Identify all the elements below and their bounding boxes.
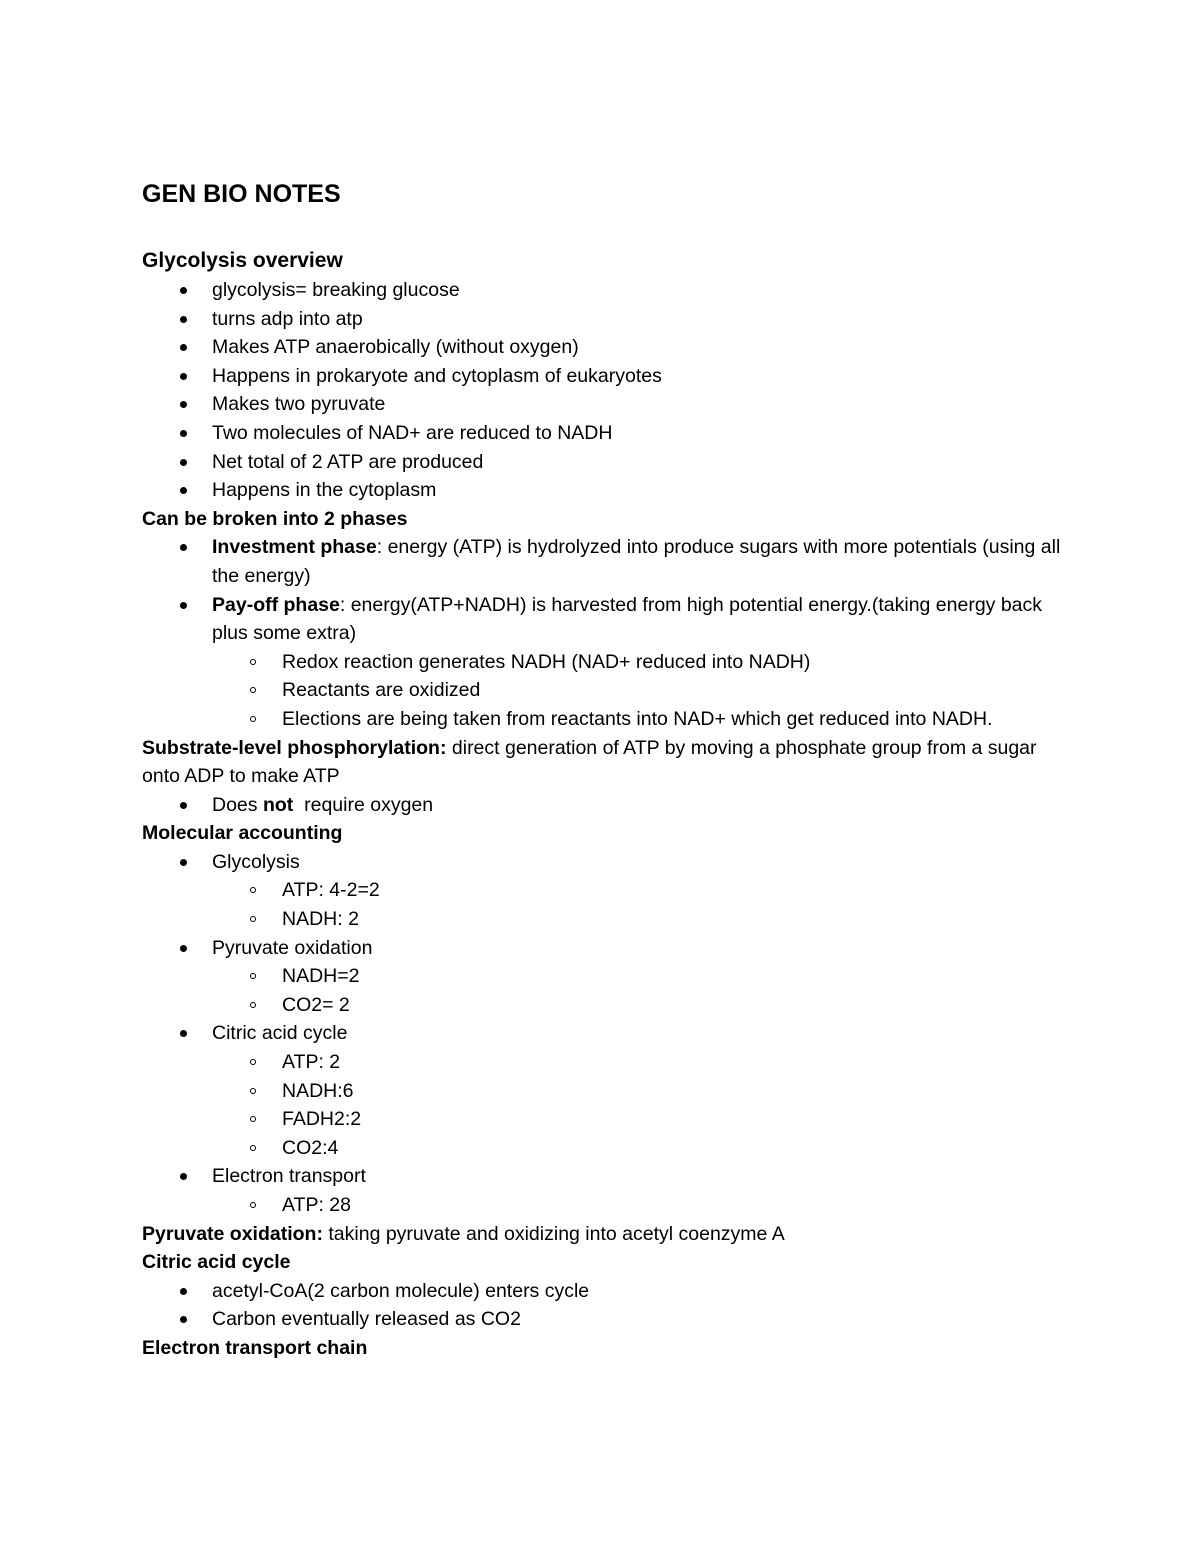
list-item: Carbon eventually released as CO2 — [142, 1305, 1072, 1334]
bullet-icon — [180, 1288, 187, 1295]
accounting-sub-list — [142, 962, 1072, 1019]
payoff-sub-list — [142, 648, 1072, 734]
hollow-bullet-icon — [250, 1202, 256, 1208]
glycolysis-list — [142, 276, 1072, 505]
citric-acid-list — [142, 1277, 1072, 1334]
bullet-icon — [180, 487, 187, 494]
bullet-icon — [180, 287, 187, 294]
section-heading-citric-acid-cycle: Citric acid cycle — [142, 1251, 291, 1274]
section-heading-electron-transport-chain: Electron transport chain — [142, 1336, 368, 1359]
list-item: Glycolysis — [142, 848, 1072, 877]
hollow-bullet-icon — [250, 1145, 256, 1151]
hollow-bullet-icon — [250, 1088, 256, 1094]
sub-list-item: ATP: 28 — [142, 1191, 1072, 1220]
bullet-icon — [180, 373, 187, 380]
list-item: Citric acid cycle — [142, 1019, 1072, 1048]
sub-list-item: NADH=2 — [142, 962, 1072, 991]
sub-list-item: NADH:6 — [142, 1077, 1072, 1106]
substrate-level-text: direct generation of ATP by moving a phosphate group from a sugar onto ADP to make ATP — [142, 736, 1037, 788]
list-item: Does not require oxygen — [142, 791, 1072, 820]
list-item: Happens in the cytoplasm — [142, 476, 1072, 505]
section-heading-phases: Can be broken into 2 phases — [142, 507, 408, 530]
investment-phase-term: Investment phase — [212, 536, 377, 559]
bullet-icon — [180, 459, 187, 466]
bullet-icon — [180, 344, 187, 351]
bullet-icon — [180, 1316, 187, 1323]
bullet-icon — [180, 1173, 187, 1180]
list-item: acetyl-CoA(2 carbon molecule) enters cycle — [142, 1277, 1072, 1306]
bullet-icon — [180, 544, 187, 551]
sub-list-item: ATP: 4-2=2 — [142, 876, 1072, 905]
section-heading-glycolysis: Glycolysis overview — [142, 249, 343, 272]
list-item: Two molecules of NAD+ are reduced to NADH — [142, 419, 1072, 448]
bullet-icon — [180, 316, 187, 323]
sub-list-item: Reactants are oxidized — [142, 676, 1072, 705]
substrate-list — [142, 791, 1072, 820]
hollow-bullet-icon — [250, 659, 256, 665]
list-item-investment-phase — [142, 533, 1072, 590]
hollow-bullet-icon — [250, 687, 256, 693]
payoff-phase-text: : energy(ATP+NADH) is harvested from high potential energy.(taking energy back plus some extra) — [212, 593, 1043, 645]
pyruvate-oxidation-term: Pyruvate oxidation: — [142, 1222, 323, 1245]
accounting-list — [142, 934, 1072, 963]
section-heading-accounting: Molecular accounting — [142, 822, 343, 845]
list-item: Net total of 2 ATP are produced — [142, 448, 1072, 477]
accounting-list — [142, 848, 1072, 877]
document-page — [142, 176, 1072, 1363]
bullet-icon — [180, 401, 187, 408]
bullet-icon — [180, 430, 187, 437]
list-item: Electron transport — [142, 1162, 1072, 1191]
list-item: Makes two pyruvate — [142, 390, 1072, 419]
hollow-bullet-icon — [250, 1002, 256, 1008]
document-title: GEN BIO NOTES — [142, 180, 341, 208]
investment-phase-text: : energy (ATP) is hydrolyzed into produce sugars with more potentials (using all the energy) — [212, 536, 1061, 587]
substrate-level-paragraph — [142, 734, 1072, 791]
accounting-list — [142, 1162, 1072, 1191]
sub-list-item: CO2= 2 — [142, 991, 1072, 1020]
hollow-bullet-icon — [250, 916, 256, 922]
hollow-bullet-icon — [250, 1116, 256, 1122]
list-item: Pyruvate oxidation — [142, 934, 1072, 963]
list-item-payoff-phase — [142, 591, 1072, 648]
accounting-list — [142, 1019, 1072, 1048]
bullet-icon — [180, 1030, 187, 1037]
hollow-bullet-icon — [250, 973, 256, 979]
sub-list-item: FADH2:2 — [142, 1105, 1072, 1134]
accounting-sub-list — [142, 1048, 1072, 1162]
list-item: turns adp into atp — [142, 305, 1072, 334]
sub-list-item: NADH: 2 — [142, 905, 1072, 934]
bullet-icon — [180, 859, 187, 866]
payoff-phase-term: Pay-off phase — [212, 593, 340, 616]
accounting-sub-list — [142, 1191, 1072, 1220]
phases-list — [142, 533, 1072, 647]
pyruvate-oxidation-paragraph — [142, 1220, 1072, 1249]
sub-list-item: Redox reaction generates NADH (NAD+ reduced into NADH) — [142, 648, 1072, 677]
list-item: Happens in prokaryote and cytoplasm of eukaryotes — [142, 362, 1072, 391]
bullet-icon — [180, 602, 187, 609]
sub-list-item: ATP: 2 — [142, 1048, 1072, 1077]
hollow-bullet-icon — [250, 716, 256, 722]
bullet-icon — [180, 802, 187, 809]
hollow-bullet-icon — [250, 887, 256, 893]
list-item: Makes ATP anaerobically (without oxygen) — [142, 333, 1072, 362]
list-item: glycolysis= breaking glucose — [142, 276, 1072, 305]
accounting-sub-list — [142, 876, 1072, 933]
sub-list-item: Elections are being taken from reactants into NAD+ which get reduced into NADH. — [142, 705, 1072, 734]
substrate-level-term: Substrate-level phosphorylation: — [142, 736, 447, 759]
pyruvate-oxidation-text: taking pyruvate and oxidizing into acetyl coenzyme A — [322, 1222, 785, 1245]
hollow-bullet-icon — [250, 1059, 256, 1065]
bullet-icon — [180, 945, 187, 952]
sub-list-item: CO2:4 — [142, 1134, 1072, 1163]
